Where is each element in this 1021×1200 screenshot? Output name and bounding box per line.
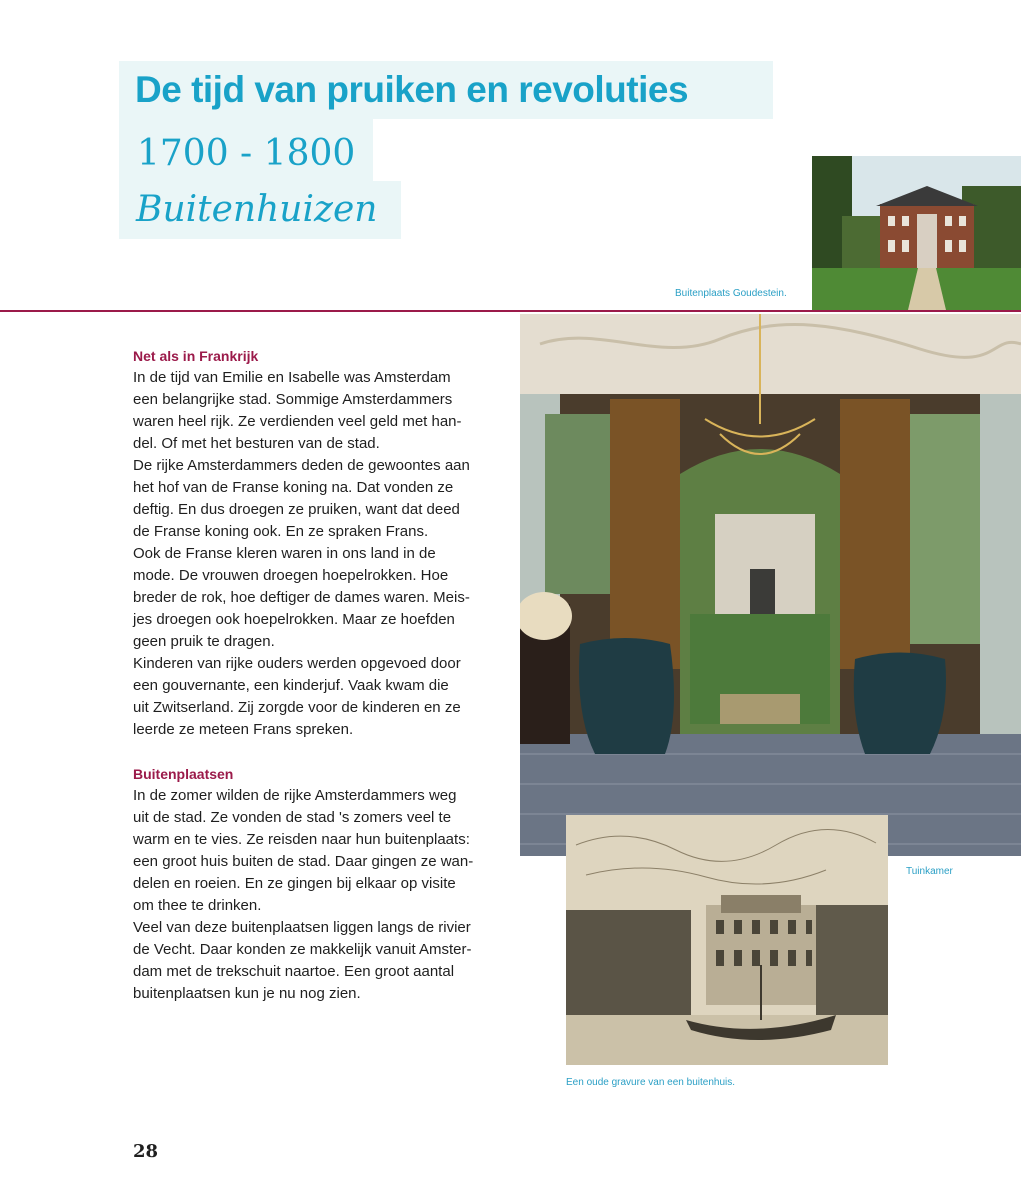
subtitle-banner <box>119 181 401 239</box>
years-heading: 1700 - 1800 <box>137 133 356 174</box>
tuinkamer-photo <box>520 314 1021 856</box>
title-banner <box>119 61 773 119</box>
page-number: 28 <box>133 1141 159 1162</box>
text-line: delen en roeien. En ze gingen bij elkaar op visite <box>133 875 456 892</box>
text-line: jes droegen ook hoepelrokken. Maar ze hoefden <box>133 611 455 628</box>
text-line: leerde ze meteen Frans spreken. <box>133 721 354 738</box>
text-line: Ook de Franse kleren waren in ons land in de <box>133 545 436 562</box>
text-line: del. Of met het besturen van de stad. <box>133 435 380 452</box>
text-line: de Franse koning ook. En ze spraken Frans. <box>133 523 429 540</box>
text-line: mode. De vrouwen droegen hoepelrokken. Hoe <box>133 567 449 584</box>
text-line: dam met de trekschuit naartoe. Een groot aantal <box>133 963 455 980</box>
section-heading: Buitenplaatsen <box>133 766 234 782</box>
section-buitenplaatsen <box>133 763 498 1005</box>
years-banner <box>119 119 373 181</box>
text-line: om thee te drinken. <box>133 897 262 914</box>
text-line: een belangrijke stad. Sommige Amsterdammers <box>133 391 453 408</box>
section-divider <box>0 310 1021 312</box>
text-line: geen pruik te dragen. <box>133 633 275 650</box>
gravure-caption: Een oude gravure van een buitenhuis. <box>566 1077 736 1088</box>
text-line: deftig. En dus droegen ze pruiken, want dat deed <box>133 501 460 518</box>
text-line: waren heel rijk. Ze verdienden veel geld met han- <box>133 413 462 430</box>
subtitle-heading: Buitenhuizen <box>136 189 378 230</box>
gravure-image <box>566 815 888 1065</box>
tuinkamer-caption: Tuinkamer <box>906 866 953 877</box>
text-line: uit de stad. Ze vonden de stad 's zomers veel te <box>133 809 452 826</box>
text-line: Veel van deze buitenplaatsen liggen langs de rivier <box>133 919 471 936</box>
text-line: Kinderen van rijke ouders werden opgevoed door <box>133 655 461 672</box>
text-line: warm en te vies. Ze reisden naar hun buitenplaats: <box>133 831 470 848</box>
text-line: het hof van de Franse koning na. Dat vonden ze <box>133 479 454 496</box>
section-heading: Net als in Frankrijk <box>133 348 259 364</box>
goudestein-caption: Buitenplaats Goudestein. <box>675 288 787 299</box>
text-line: buitenplaatsen kun je nu nog zien. <box>133 985 361 1002</box>
page-title: De tijd van pruiken en revoluties <box>135 69 689 110</box>
text-line: een groot huis buiten de stad. Daar gingen ze wan- <box>133 853 474 870</box>
text-line: In de tijd van Emilie en Isabelle was Amsterdam <box>133 369 451 386</box>
text-line: breder de rok, hoe deftiger de dames waren. Meis- <box>133 589 470 606</box>
text-line: De rijke Amsterdammers deden de gewoontes aan <box>133 457 470 474</box>
text-line: een gouvernante, een kinderjuf. Vaak kwam die <box>133 677 449 694</box>
goudestein-photo <box>812 156 1021 310</box>
text-line: In de zomer wilden de rijke Amsterdammers weg <box>133 787 457 804</box>
section-frankrijk <box>133 345 498 741</box>
body-text <box>133 345 498 1005</box>
text-line: uit Zwitserland. Zij zorgde voor de kinderen en ze <box>133 699 461 716</box>
text-line: de Vecht. Daar konden ze makkelijk vanuit Amster- <box>133 941 472 958</box>
